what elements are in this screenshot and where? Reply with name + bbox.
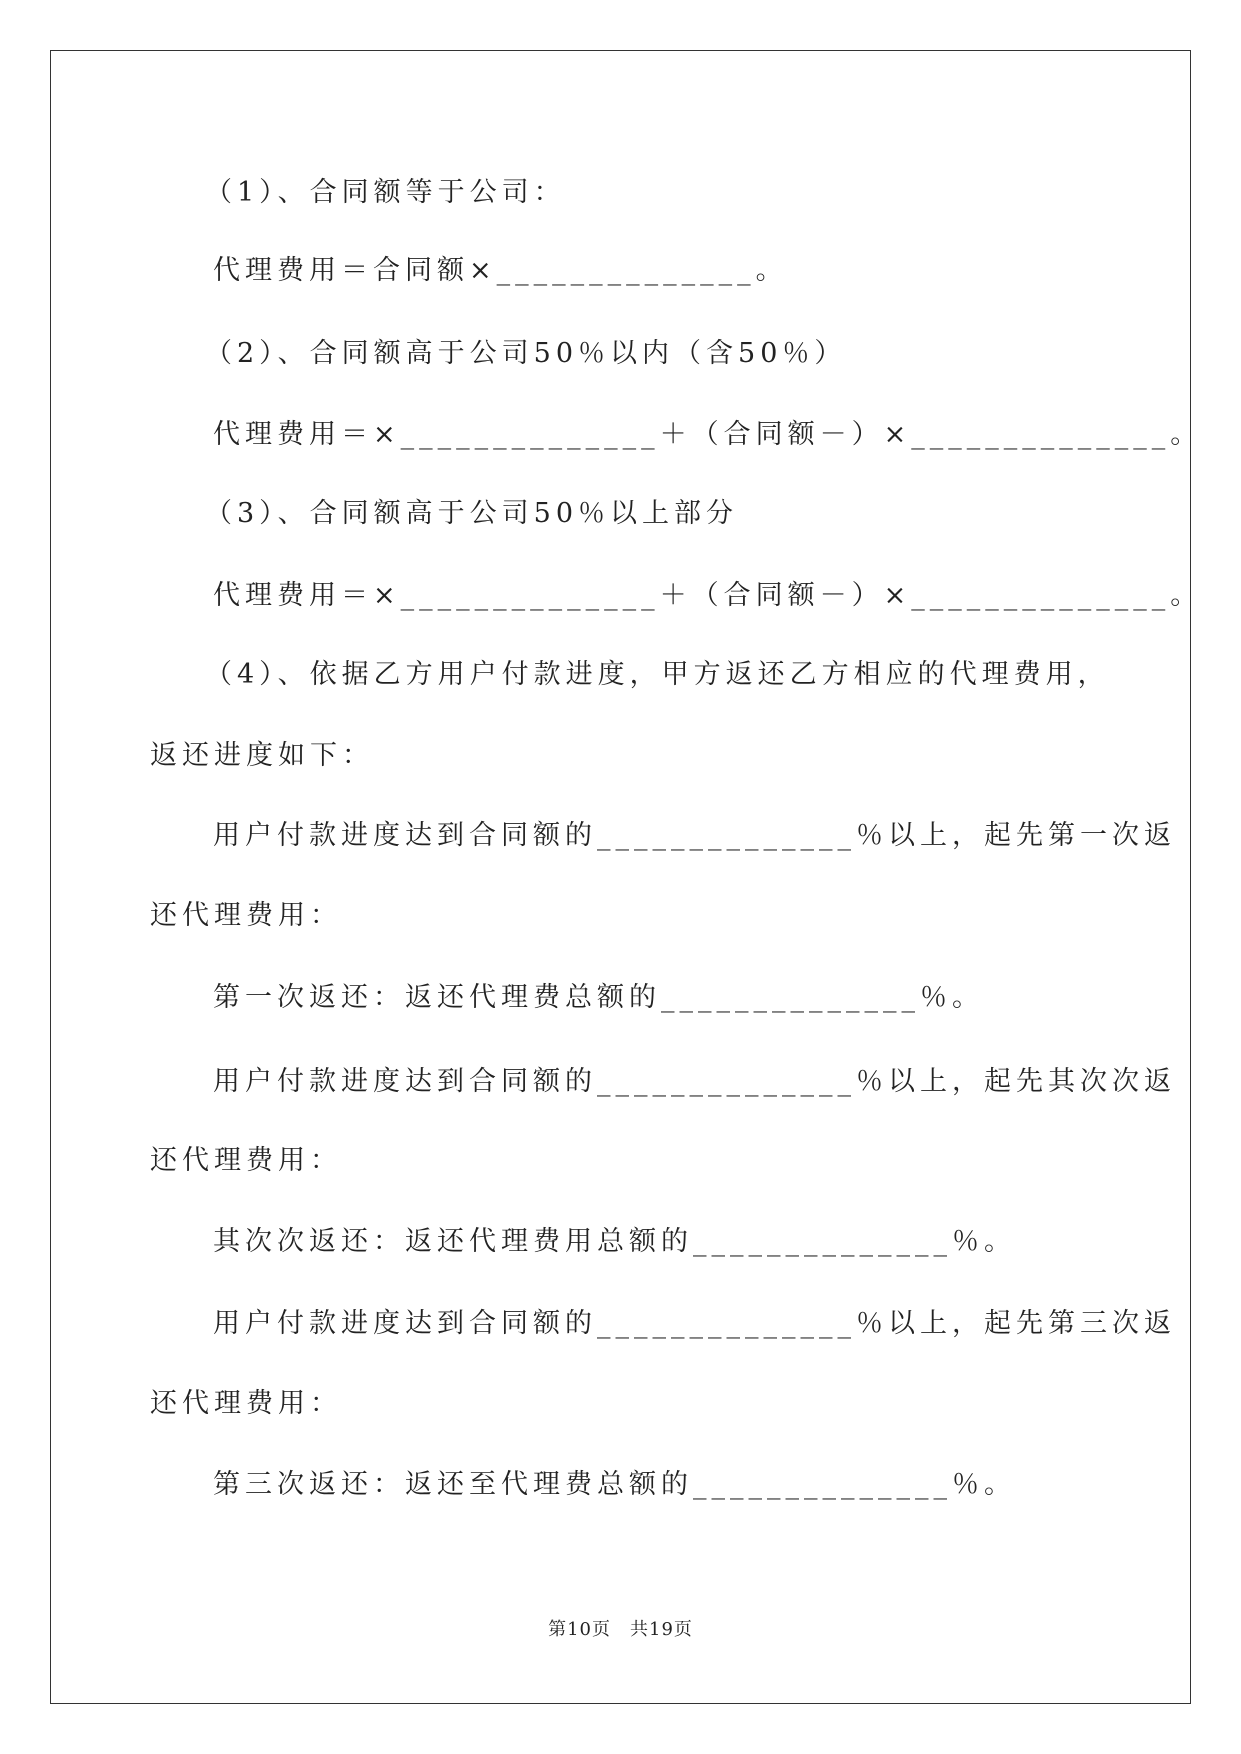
third-refund-condition-cont: 还代理费用： xyxy=(150,1388,342,1419)
first-refund-condition: 用户付款进度达到合同额的______________％以上，起先第一次返 xyxy=(213,820,1176,851)
clause-3-formula: 代理费用＝×______________＋（合同额－）×______________。 xyxy=(213,580,1203,611)
clause-1-formula: 代理费用＝合同额×______________。 xyxy=(213,255,788,286)
page-number-footer: 第10页 共19页 xyxy=(548,1619,693,1640)
clause-4-heading: （4）、依据乙方用户付款进度，甲方返还乙方相应的代理费用， xyxy=(205,659,1110,690)
first-refund-condition-cont: 还代理费用： xyxy=(150,900,342,931)
clause-1-heading: （1）、合同额等于公司： xyxy=(205,177,566,208)
first-refund-amount: 第一次返还：返还代理费总额的______________％。 xyxy=(213,982,984,1013)
third-refund-amount: 第三次返还：返还至代理费总额的______________％。 xyxy=(213,1469,1016,1500)
clause-4-continuation: 返还进度如下： xyxy=(150,740,374,771)
second-refund-condition: 用户付款进度达到合同额的______________％以上，起先其次次返 xyxy=(213,1066,1176,1097)
clause-2-formula: 代理费用＝×______________＋（合同额－）×______________。 xyxy=(213,419,1203,450)
page-border xyxy=(50,50,1191,1704)
third-refund-condition: 用户付款进度达到合同额的______________％以上，起先第三次返 xyxy=(213,1308,1176,1339)
clause-3-heading: （3）、合同额高于公司50％以上部分 xyxy=(205,498,739,529)
clause-2-heading: （2）、合同额高于公司50％以内（含50％） xyxy=(205,338,847,369)
second-refund-condition-cont: 还代理费用： xyxy=(150,1145,342,1176)
second-refund-amount: 其次次返还：返还代理费用总额的______________％。 xyxy=(213,1226,1016,1257)
